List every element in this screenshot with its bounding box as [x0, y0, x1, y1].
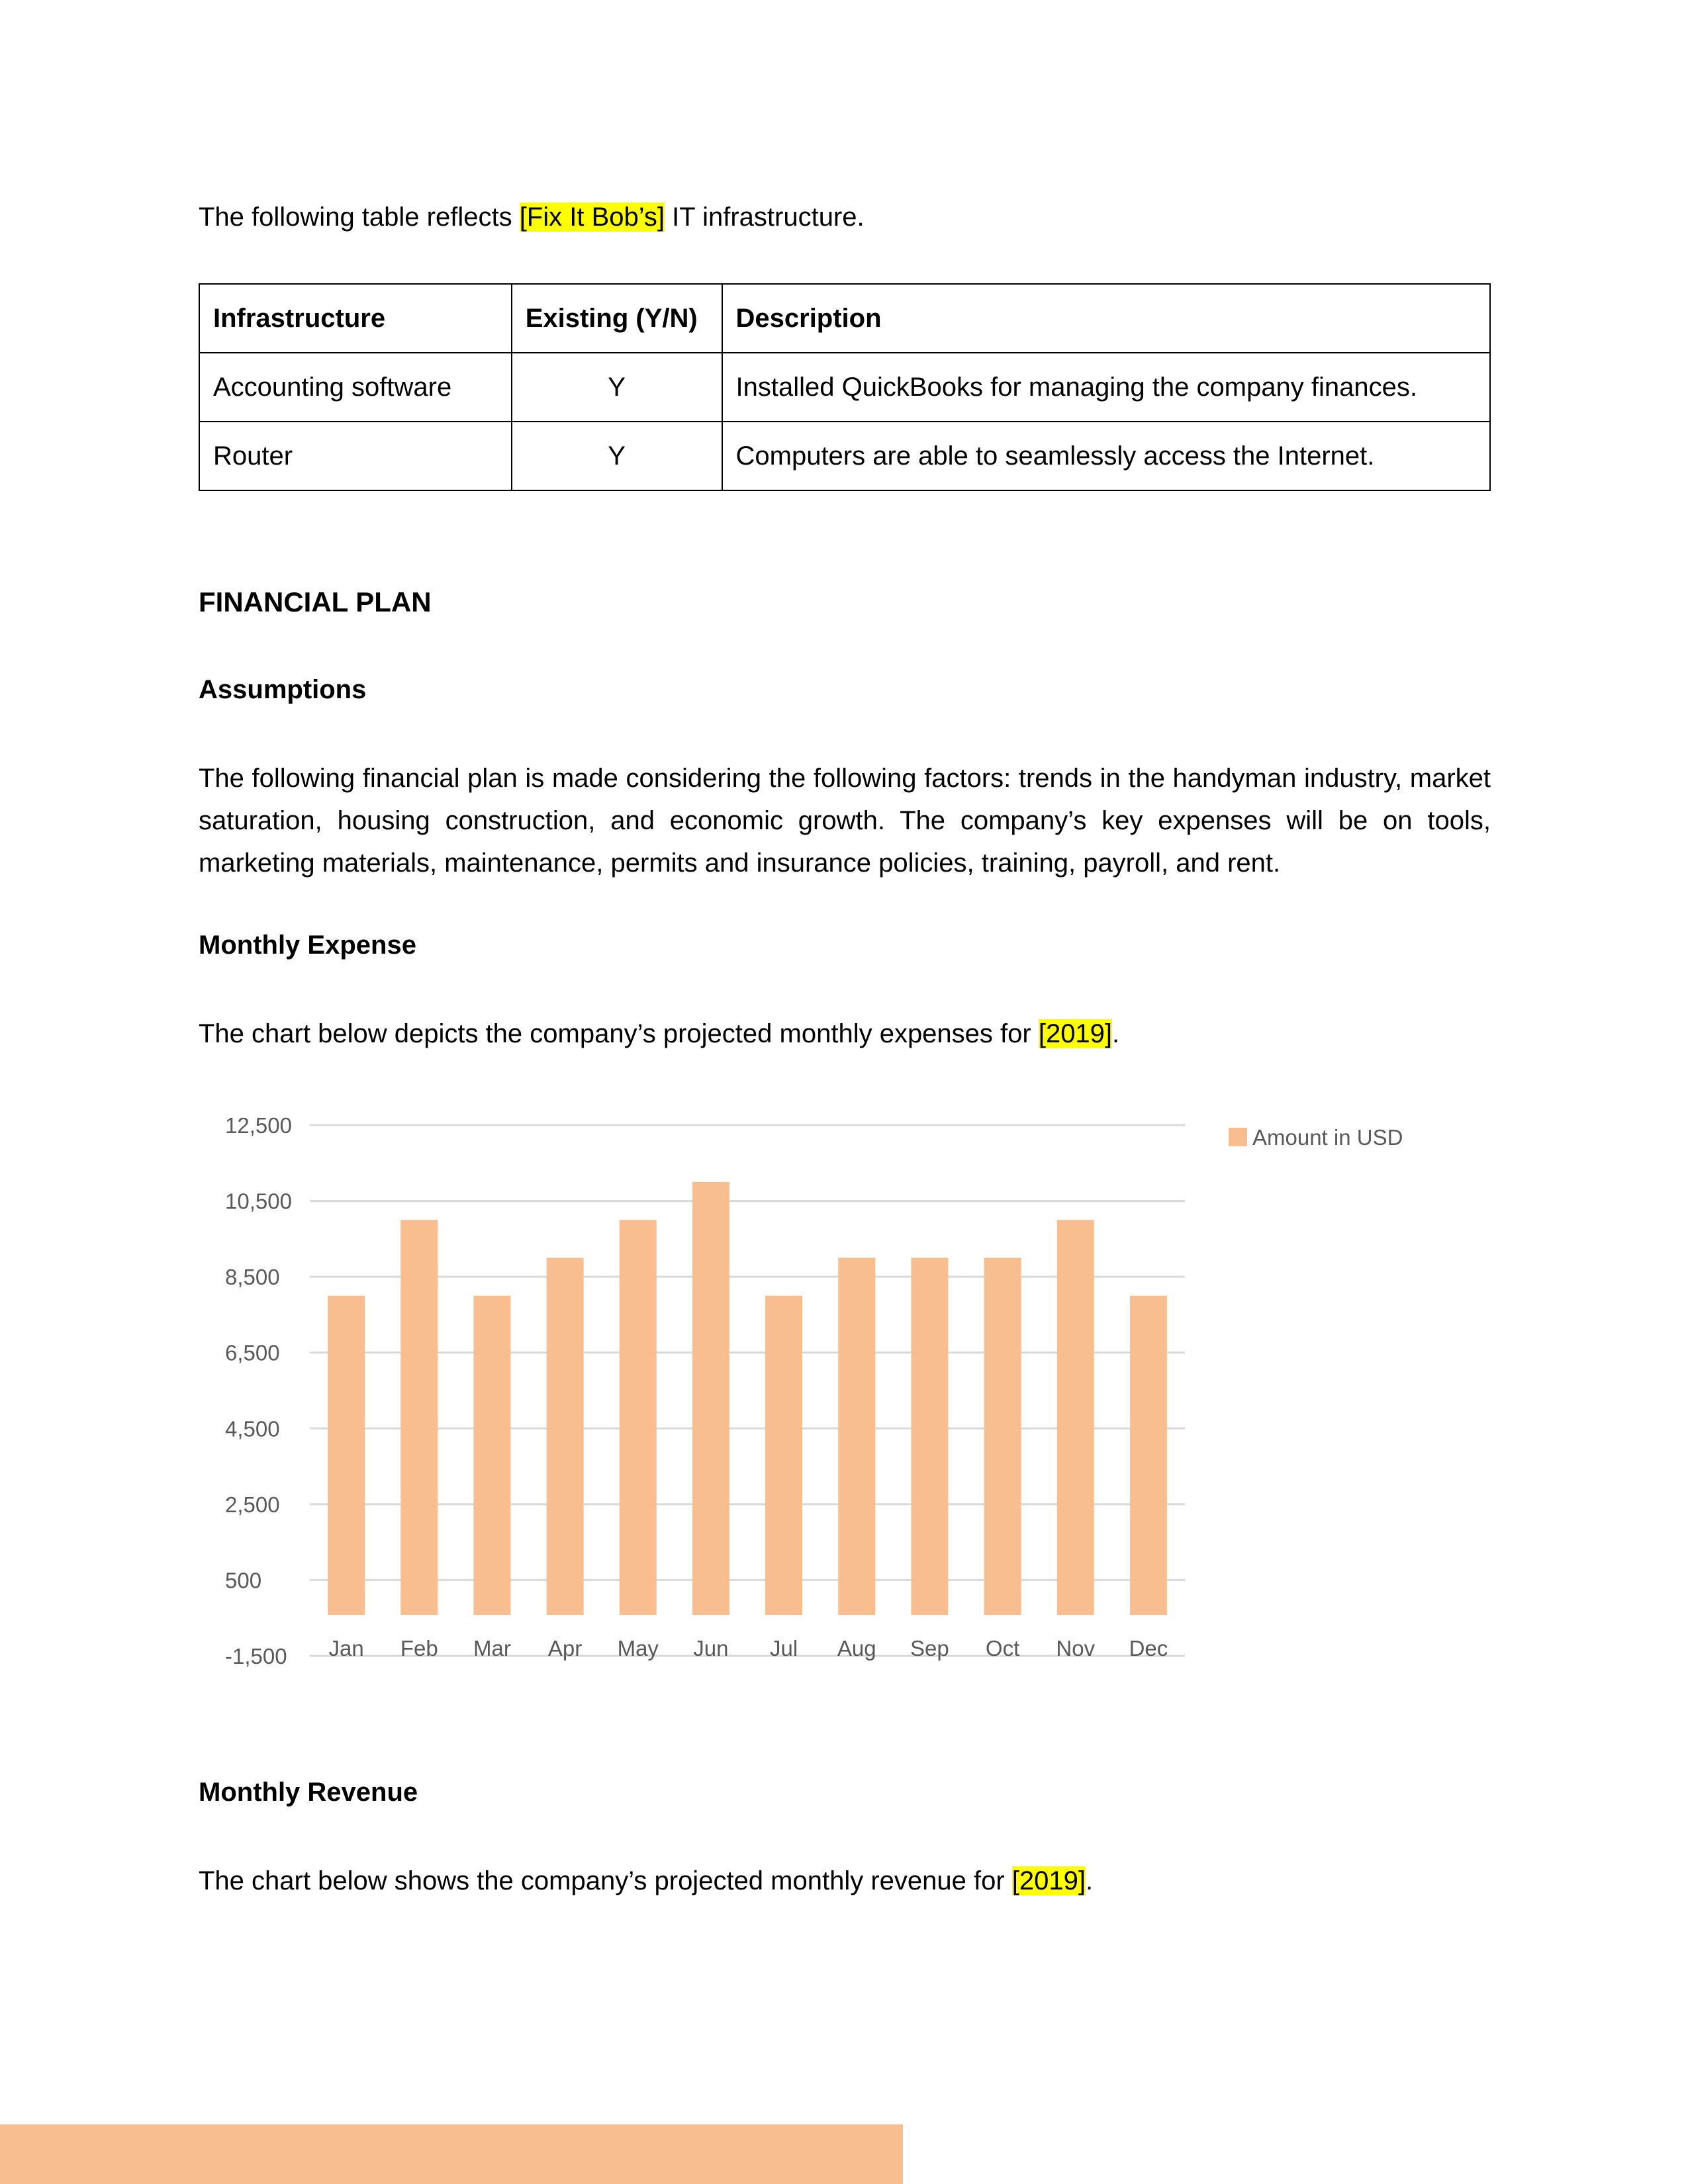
expense-intro	[199, 1013, 1119, 1055]
legend-label: Amount in USD	[1252, 1125, 1403, 1150]
revenue-year-highlight: [2019]	[1011, 1866, 1086, 1895]
assumptions-paragraph: The following financial plan is made considering the following factors: trends in the handyman industry, market saturation, housing construction, and economic growth. The company’s key expenses will be on tools, marketing materials, maintenance, permits and insurance policies, training, payroll, and rent.	[199, 764, 1491, 878]
bar-jul	[765, 1296, 802, 1615]
y-tick-label: 2,500	[225, 1492, 280, 1517]
footer-accent-bar	[0, 2124, 903, 2184]
y-tick-label: 4,500	[225, 1416, 280, 1441]
bar-dec	[1130, 1296, 1167, 1615]
monthly-expense-chart	[199, 1085, 1456, 1681]
table-cell: Accounting software	[199, 353, 512, 422]
bar-mar	[473, 1296, 510, 1615]
monthly-revenue-heading: Monthly Revenue	[199, 1778, 418, 1807]
x-tick-label: Jun	[693, 1636, 729, 1661]
table-cell: Computers are able to seamlessly access the Internet.	[722, 422, 1491, 490]
infrastructure-table	[199, 283, 1491, 491]
x-tick-label: Feb	[400, 1636, 438, 1661]
revenue-intro-before: The chart below shows the company’s projected monthly revenue for	[199, 1866, 1012, 1895]
financial-plan-heading: FINANCIAL PLAN	[199, 586, 432, 617]
intro-before: The following table reflects	[199, 203, 520, 232]
bar-feb	[400, 1220, 438, 1615]
y-tick-label: 8,500	[225, 1265, 280, 1290]
chart-x-axis	[328, 1636, 1168, 1661]
assumptions-heading: Assumptions	[199, 675, 367, 704]
x-tick-label: Jan	[328, 1636, 364, 1661]
y-tick-label: 6,500	[225, 1340, 280, 1365]
monthly-expense-heading: Monthly Expense	[199, 931, 416, 960]
table-cell: Y	[512, 422, 722, 490]
x-tick-label: Nov	[1056, 1636, 1096, 1661]
header-existing: Existing (Y/N)	[512, 284, 722, 353]
x-tick-label: Mar	[473, 1636, 511, 1661]
y-tick-label: -1,500	[225, 1644, 287, 1668]
expense-year-highlight: [2019]	[1038, 1019, 1113, 1048]
header-infrastructure: Infrastructure	[199, 284, 512, 353]
intro-after: IT infrastructure.	[665, 203, 865, 232]
table-cell: Y	[512, 353, 722, 422]
bar-aug	[838, 1258, 875, 1615]
x-tick-label: Apr	[547, 1636, 583, 1661]
x-tick-label: Sep	[910, 1636, 949, 1661]
bar-sep	[911, 1258, 948, 1615]
bar-nov	[1057, 1220, 1094, 1615]
x-tick-label: Dec	[1129, 1636, 1168, 1661]
bar-jan	[328, 1296, 365, 1615]
chart-y-axis	[225, 1113, 292, 1668]
bar-oct	[984, 1258, 1021, 1615]
x-tick-label: May	[617, 1636, 659, 1661]
y-tick-label: 10,500	[225, 1189, 292, 1214]
bar-apr	[547, 1258, 584, 1615]
x-tick-label: Jul	[769, 1636, 798, 1661]
legend-swatch	[1229, 1128, 1247, 1146]
y-tick-label: 12,500	[225, 1113, 292, 1138]
expense-intro-before: The chart below depicts the company’s projected monthly expenses for	[199, 1019, 1039, 1048]
table-cell: Installed QuickBooks for managing the company finances.	[722, 353, 1491, 422]
x-tick-label: Oct	[985, 1636, 1020, 1661]
revenue-intro-after: .	[1086, 1866, 1094, 1895]
x-tick-label: Aug	[837, 1636, 876, 1661]
table-row	[199, 353, 1490, 422]
y-tick-label: 500	[225, 1568, 262, 1593]
table-cell: Router	[199, 422, 512, 490]
company-name-highlight: [Fix It Bob’s]	[519, 203, 665, 232]
chart-bars	[328, 1182, 1167, 1615]
bar-may	[620, 1220, 657, 1615]
table-header-row	[199, 284, 1490, 353]
revenue-intro	[199, 1860, 1093, 1902]
expense-intro-after: .	[1112, 1019, 1120, 1048]
table-row	[199, 422, 1490, 490]
intro-sentence	[199, 196, 865, 238]
chart-gridlines	[310, 1125, 1185, 1656]
header-description: Description	[722, 284, 1491, 353]
chart-legend	[1229, 1125, 1403, 1150]
bar-jun	[692, 1182, 729, 1615]
